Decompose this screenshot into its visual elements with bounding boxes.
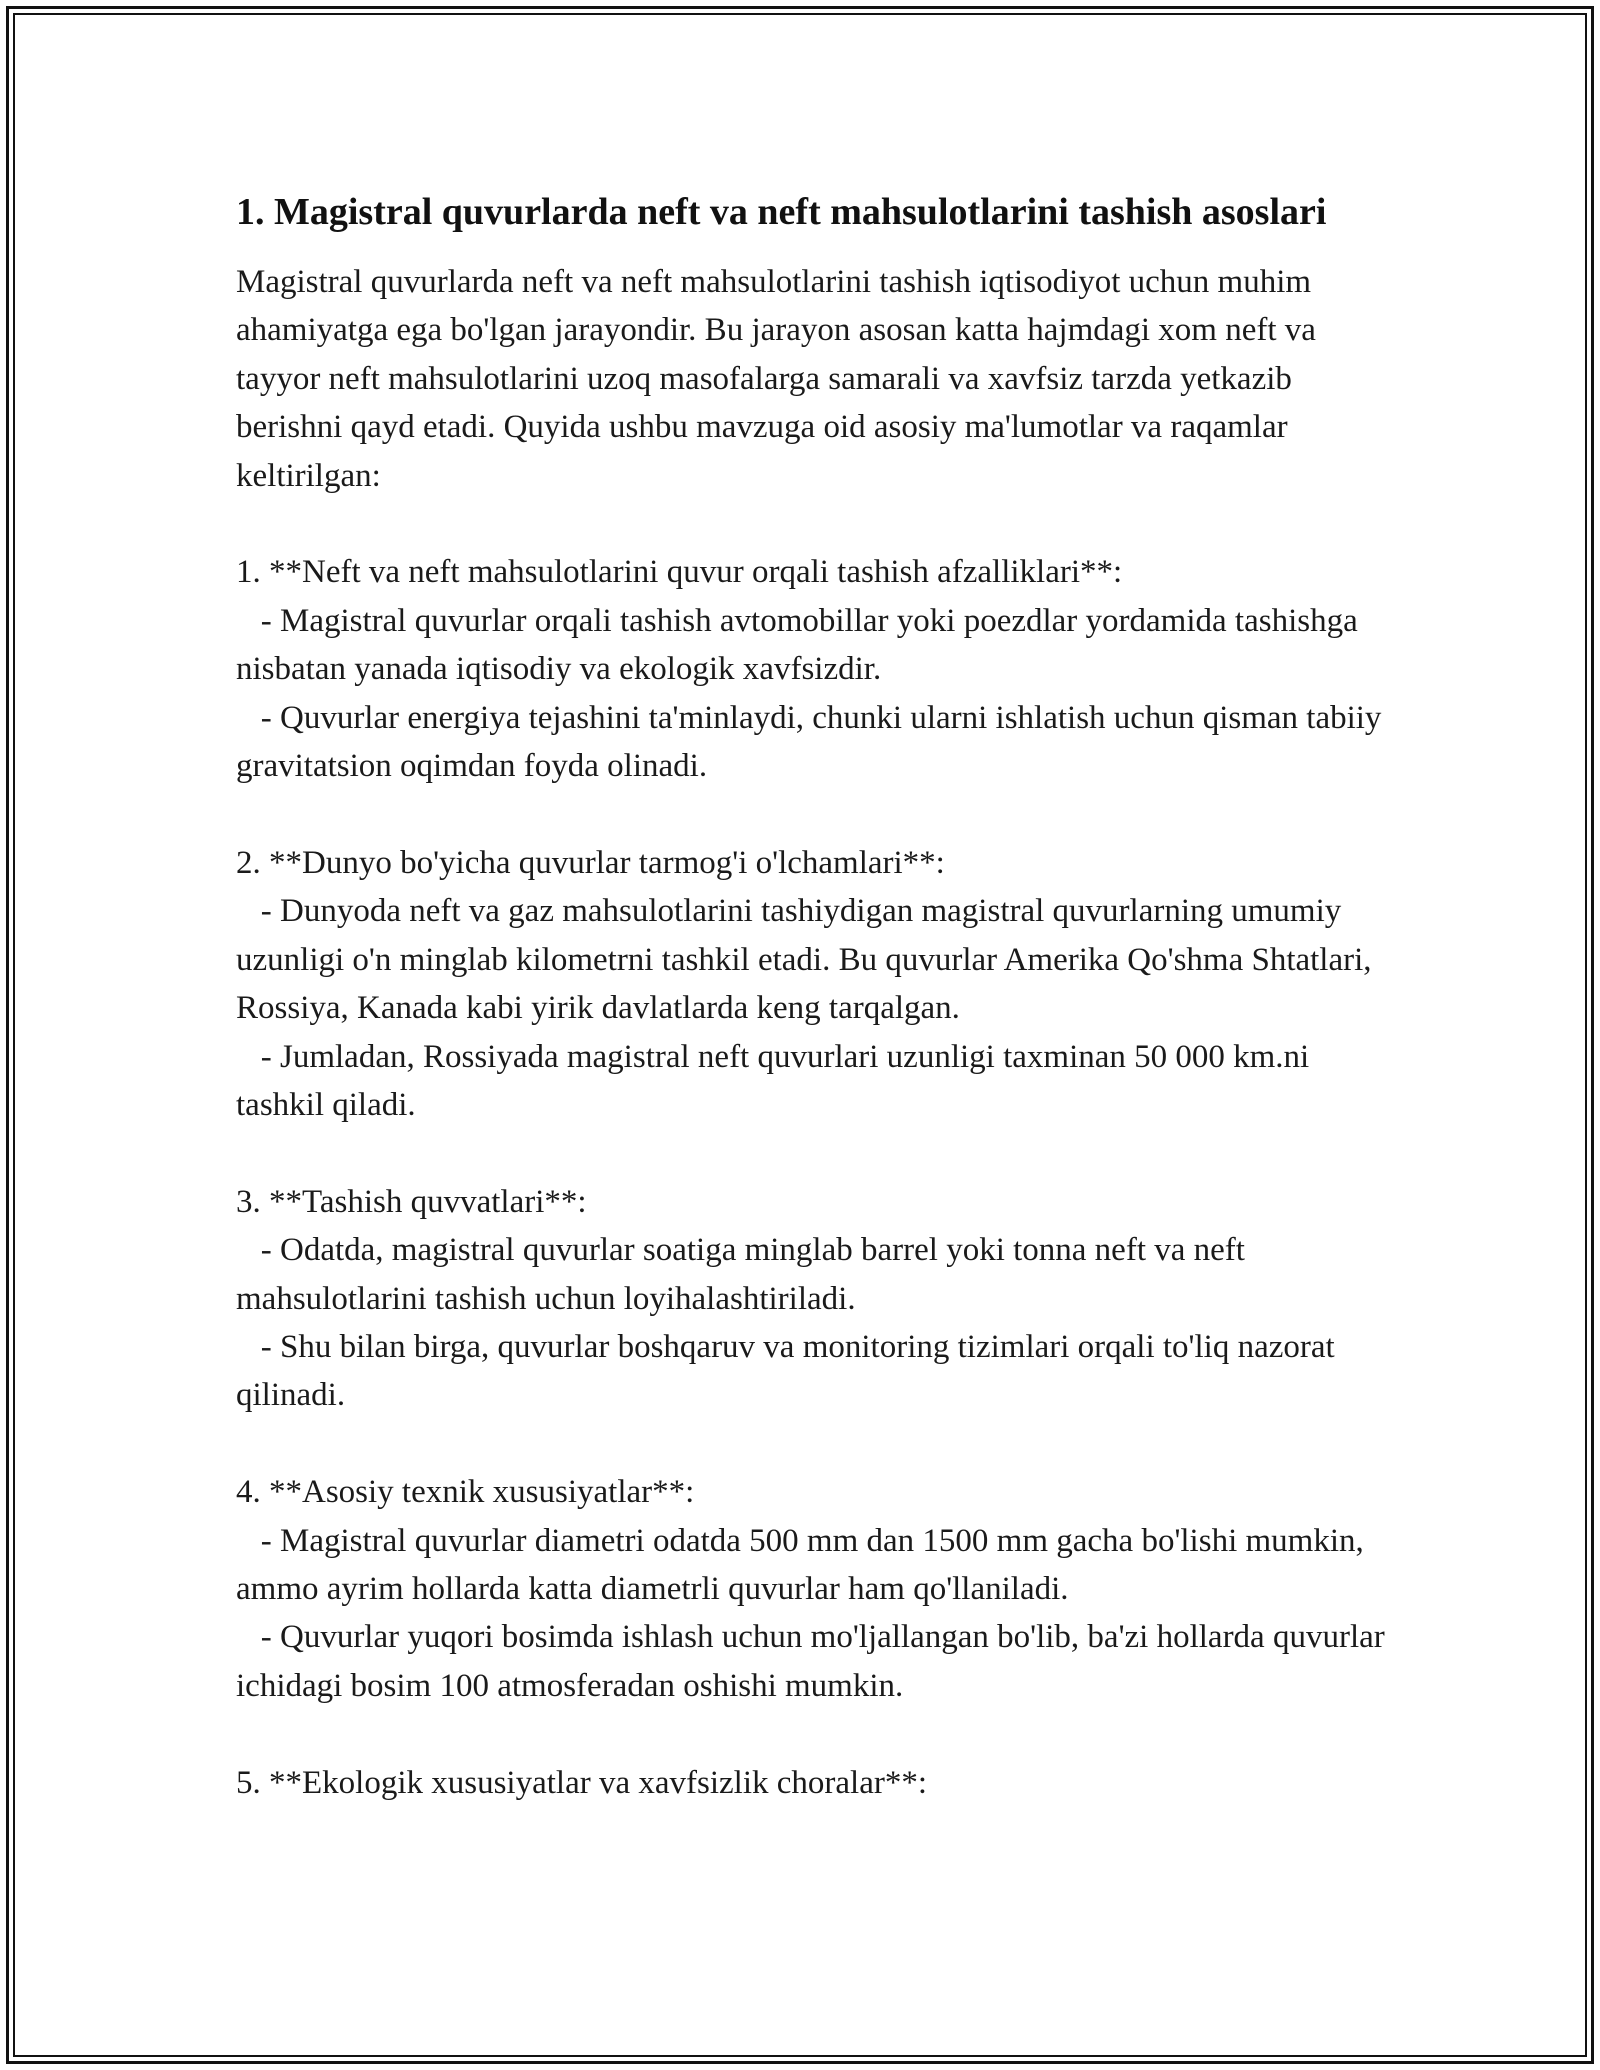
section-bullet: - Magistral quvurlar orqali tashish avtomobillar yoki poezdlar yordamida tashishga nisbatan yanada iqtisodiy va ekologik xavfsizdir. [236,602,1366,688]
blank-line [236,500,1386,548]
blank-line [236,790,1386,838]
section-heading: 5. **Ekologik xususiyatlar va xavfsizlik choralar**: [236,1764,928,1801]
section-bullet: - Jumladan, Rossiyada magistral neft quvurlari uzunligi taxminan 50 000 km.ni tashkil qiladi. [236,1038,1318,1123]
document-title: 1. Magistral quvurlarda neft va neft mahsulotlarini tashish asoslari [236,191,1327,233]
blank-line [236,1129,1386,1177]
section-heading: 1. **Neft va neft mahsulotlarini quvur orqali tashish afzalliklari**: [236,554,1123,591]
section-bullet: - Odatda, magistral quvurlar soatiga minglab barrel yoki tonna neft va neft mahsulotlarini tashish uchun loyihalashtiriladi. [236,1232,1254,1317]
blank-line [236,1420,1386,1468]
section-list [236,500,1393,1807]
intro-paragraph: Magistral quvurlarda neft va neft mahsulotlarini tashish iqtisodiyot uchun muhim ahamiyatga ega bo'lgan jarayondir. Bu jarayon asosan katta hajmdagi xom neft va tayyor neft mahsulotlarini uzoq masofalarga samarali va xavfsiz tarzda yetkazib berishni qayd etadi. Quyida ushbu mavzuga oid asosiy ma'lumotlar va raqamlar keltirilgan: [236,264,1325,494]
section-heading: 3. **Tashish quvvatlari**: [236,1183,587,1220]
section-bullet: - Dunyoda neft va gaz mahsulotlarini tashiydigan magistral quvurlarning umumiy uzunligi o'n minglab kilometrni tashkil etadi. Bu quvurlar Amerika Qo'shma Shtatlari, Rossiya, Kanada kabi yirik davlatlarda keng tarqalgan. [236,893,1380,1027]
section-bullet: - Magistral quvurlar diametri odatda 500 mm dan 1500 mm gacha bo'lishi mumkin, ammo ayrim hollarda katta diametrli quvurlar ham qo'llaniladi. [236,1522,1372,1607]
section-heading: 2. **Dunyo bo'yicha quvurlar tarmog'i o'lchamlari**: [236,844,945,881]
section-bullet: - Quvurlar energiya tejashini ta'minlaydi, chunki ularni ishlatish uchun qisman tabiiy gravitatsion oqimdan foyda olinadi. [236,699,1390,785]
section-heading: 4. **Asosiy texnik xususiyatlar**: [236,1474,695,1511]
document-body [236,184,1393,1807]
section-bullet: - Quvurlar yuqori bosimda ishlash uchun mo'ljallangan bo'lib, ba'zi hollarda quvurlar ichidagi bosim 100 atmosferadan oshishi mumkin. [236,1619,1393,1704]
blank-line [236,1710,1386,1758]
section-bullet: - Shu bilan birga, quvurlar boshqaruv va monitoring tizimlari orqali to'liq nazorat qilinadi. [236,1328,1343,1414]
